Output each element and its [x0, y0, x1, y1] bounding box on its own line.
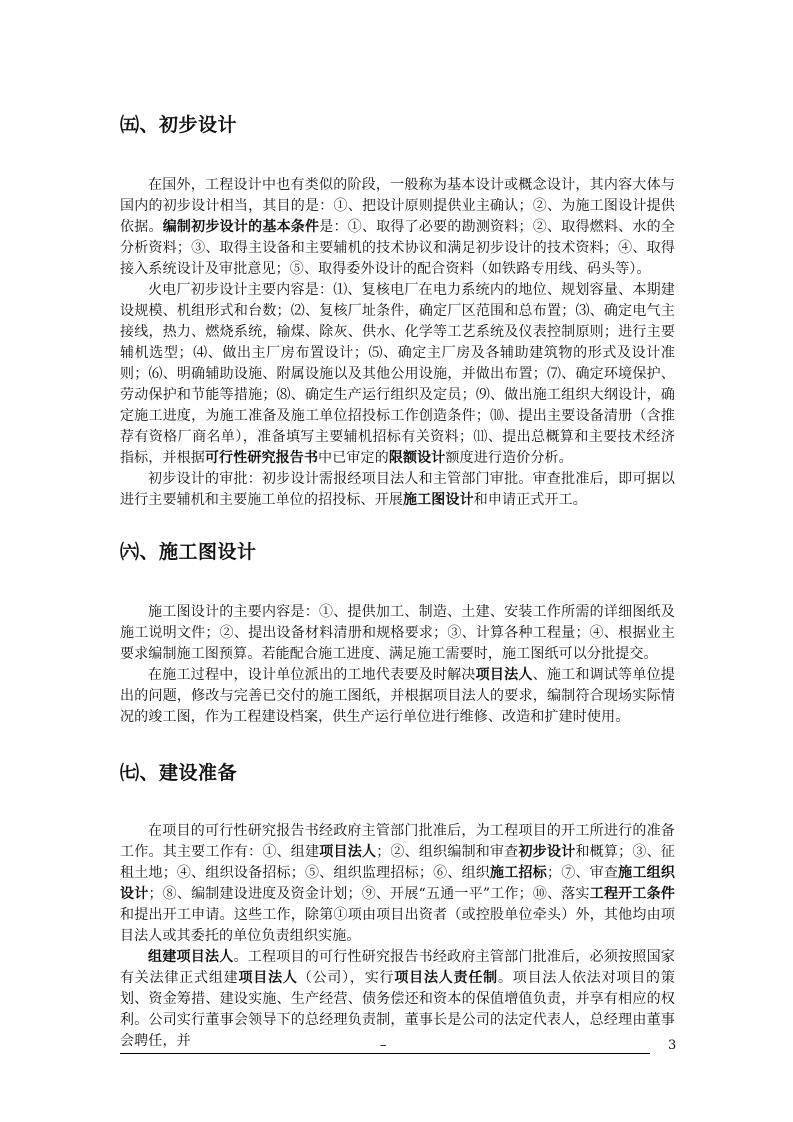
bold-term: 工程开工条件 [589, 886, 675, 902]
text-run: 初步设计的审批：初步设计需报经项目法人和主管部门审批。审查批准后，即可据以进行主要辅机和主要施工单位的招投标、开展 [120, 471, 675, 508]
text-run: 施工图设计的主要内容是：①、提供加工、制造、土建、安装工作所需的详细图纸及施工说明文件；②、提出设备材料清册和规格要求；③、计算各种工程量；④、根据业主要求编制施工图预算。若能配合施工进度、满足施工需要时，施工图纸可以分批提交。 [120, 604, 675, 662]
paragraph [120, 947, 675, 1052]
section-heading: ㈦、建设准备 [120, 762, 238, 784]
text-run: ；②、组织编制和审查 [376, 844, 519, 860]
footer-rule [120, 1053, 650, 1054]
bold-term: 编制初步设计的基本条件 [162, 219, 320, 235]
text-run: 是：①、取得了必要的勘测资料；②、取得燃料、水的全分析资料；③、取得主设备和主要辅机的技术协议和满足初步设计的技术资料；④、取得接入系统设计及审批意见；⑤、取得委外设计的配合资料（如铁路专用线、码头等）。 [120, 219, 675, 277]
paragraph [120, 175, 675, 280]
bold-term: 项目法人 [319, 844, 377, 860]
text-run: 。项目法人依法对项目的策划、资金筹措、建设实施、生产经营、债务偿还和资本的保值增值负责，并享有相应的权利。公司实行董事会领导下的总经理负责制，董事长是公司的法定代表人，总经理由董事会聘任，并 [120, 970, 675, 1049]
text-run: 和申请正式开工。 [473, 492, 587, 508]
text-run: 。工程项目的可行性研究报告书经政府主管部门批准后，必须按照国家有关法律正式组建 [120, 949, 675, 986]
section-heading: ㈤、初步设计 [120, 114, 238, 136]
bold-term: 施工招标 [490, 865, 547, 881]
bold-term: 项目法人 [238, 970, 298, 986]
bold-term: 施工图设计 [403, 492, 474, 508]
section-construction-drawing-design [120, 537, 675, 728]
text-run: 在施工过程中，设计单位派出的工地代表要及时解决 [148, 667, 476, 683]
bold-term: 组建项目法人 [148, 949, 234, 965]
text-run: 和概算；③、征租土地；④、组织设备招标；⑤、组织监理招标；⑥、组织 [120, 844, 675, 881]
text-run: ；⑧、编制建设进度及资金计划；⑨、开展“五通一平”工作；⑩、落实 [148, 886, 590, 902]
section-heading: ㈥、施工图设计 [120, 541, 257, 563]
page-number: 3 [668, 1038, 677, 1053]
text-run: ；⑦、审查 [546, 865, 619, 881]
bold-term: 项目法人责任制 [394, 970, 498, 986]
footer-dash: – [380, 1038, 387, 1053]
text-run: 在项目的可行性研究报告书经政府主管部门批准后，为工程项目的开工所进行的准备工作。其主要工作有：①、组建 [120, 823, 675, 860]
paragraph [120, 469, 675, 511]
text-run: 中已审定的 [318, 450, 389, 466]
bold-term: 初步设计 [518, 844, 576, 860]
text-run: 在国外，工程设计中也有类似的阶段，一般称为基本设计或概念设计，其内容大体与国内的初步设计相当，其目的是：①、把设计原则提供业主确认；②、为施工图设计提供依据。 [120, 177, 675, 235]
section-construction-preparation [120, 758, 675, 1052]
paragraph [120, 602, 675, 665]
bold-term: 限额设计 [388, 450, 446, 466]
bold-term: 可行性研究报告书 [204, 450, 319, 466]
bold-term: 项目法人 [475, 667, 533, 683]
text-run: 、施工和调试等单位提出的问题，修改与完善已交付的施工图纸，并根据项目法人的要求，编制符合现场实际情况的竣工图，作为工程建设档案，供生产运行单位进行维修、改造和扩建时使用。 [120, 667, 675, 725]
paragraph [120, 665, 675, 728]
text-run: 额度进行造价分析。 [445, 450, 573, 466]
section-preliminary-design [120, 110, 675, 511]
paragraph [120, 280, 675, 469]
paragraph [120, 821, 675, 947]
text-run: 火电厂初步设计主要内容是：⑴、复核电厂在电力系统内的地位、规划容量、本期建设规模、机组形式和台数；⑵、复核厂址条件，确定厂区范围和总布置；⑶、确定电气主接线，热力、燃烧系统，输煤、除灰、供水、化学等工艺系统及仪表控制原则；进行主要辅机选型；⑷、做出主厂房布置设计；⑸、确定主厂房及各辅助建筑物的形式及设计准则；⑹、明确辅助设施、附属设施以及其他公用设施，并做出布置；⑺、确定环境保护、劳动保护和节能等措施；⑻、确定生产运行组织及定员；⑼、做出施工组织大纲设计，确定施工进度，为施工准备及施工单位招投标工作创造条件；⑽、提出主要设备清册（含推荐有资格厂商名单），准备填写主要辅机招标有关资料；⑾、提出总概算和主要技术经济指标，并根据 [120, 282, 675, 466]
text-run: 和提出开工申请。这些工作，除第①项由项目出资者（或控股单位牵头）外，其他均由项目法人或其委托的单位负责组织实施。 [120, 907, 675, 944]
bold-term: 施工组织设计 [120, 865, 676, 902]
text-run: （公司），实行 [297, 970, 395, 986]
